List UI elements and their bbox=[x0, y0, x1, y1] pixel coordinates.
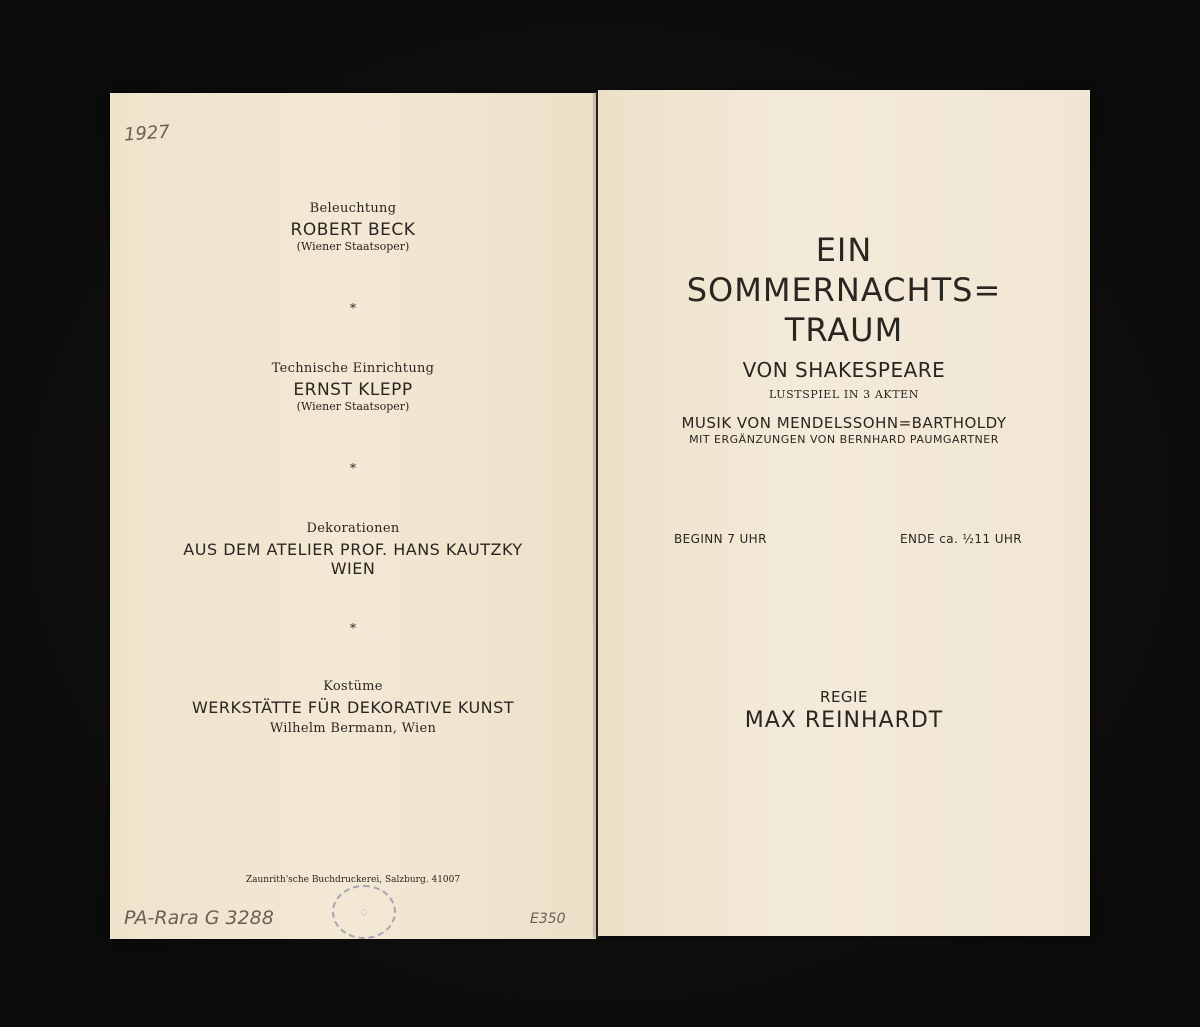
costumes-section bbox=[110, 679, 596, 736]
costumes-note: Wilhelm Bermann, Wien bbox=[269, 721, 437, 736]
decorations-section bbox=[110, 521, 596, 578]
author-line: VON SHAKESPEARE bbox=[742, 358, 946, 382]
start-time: BEGINN 7 UHR bbox=[674, 532, 767, 546]
technical-note: (Wiener Staatsoper) bbox=[296, 400, 410, 413]
genre-line: LUSTSPIEL IN 3 AKTEN bbox=[768, 388, 920, 401]
technical-name: ERNST KLEPP bbox=[293, 380, 413, 400]
lighting-label: Beleuchtung bbox=[309, 201, 397, 216]
decorations-name: AUS DEM ATELIER PROF. HANS KAUTZKY bbox=[183, 540, 523, 559]
director-name: MAX REINHARDT bbox=[744, 708, 944, 733]
technical-label: Technische Einrichtung bbox=[271, 361, 435, 376]
lighting-section bbox=[110, 201, 596, 253]
technical-section bbox=[110, 361, 596, 413]
additions-line: MIT ERGÄNZUNGEN VON BERNHARD PAUMGARTNER bbox=[689, 433, 999, 446]
stamp-ring-icon: ◌ bbox=[360, 908, 368, 916]
title-line-1: EIN bbox=[815, 231, 873, 269]
handwritten-year: 1927 bbox=[123, 121, 171, 146]
separator-1: * bbox=[350, 301, 356, 315]
shelf-mark: E350 bbox=[530, 911, 566, 927]
lighting-name: ROBERT BECK bbox=[290, 220, 416, 240]
decorations-city: WIEN bbox=[330, 559, 376, 578]
music-line: MUSIK VON MENDELSSOHN=BARTHOLDY bbox=[681, 414, 1007, 432]
decorations-label: Dekorationen bbox=[306, 521, 400, 536]
direction-label: REGIE bbox=[820, 688, 868, 706]
library-stamp bbox=[332, 885, 396, 939]
left-page bbox=[110, 93, 596, 939]
costumes-name: WERKSTÄTTE FÜR DEKORATIVE KUNST bbox=[191, 698, 515, 717]
right-page bbox=[598, 90, 1090, 936]
end-time: ENDE ca. ½11 UHR bbox=[900, 532, 1023, 546]
lighting-note: (Wiener Staatsoper) bbox=[296, 240, 410, 253]
costumes-label: Kostüme bbox=[323, 679, 383, 694]
separator-3: * bbox=[350, 621, 356, 635]
title-line-2: SOMMERNACHTS= bbox=[686, 271, 1002, 309]
printer-imprint: Zaunrith'sche Buchdruckerei, Salzburg. 41007 bbox=[245, 875, 461, 885]
title-line-3: TRAUM bbox=[784, 311, 904, 349]
archive-mark: PA-Rara G 3288 bbox=[124, 907, 274, 929]
separator-2: * bbox=[350, 461, 356, 475]
play-title bbox=[598, 230, 1090, 350]
